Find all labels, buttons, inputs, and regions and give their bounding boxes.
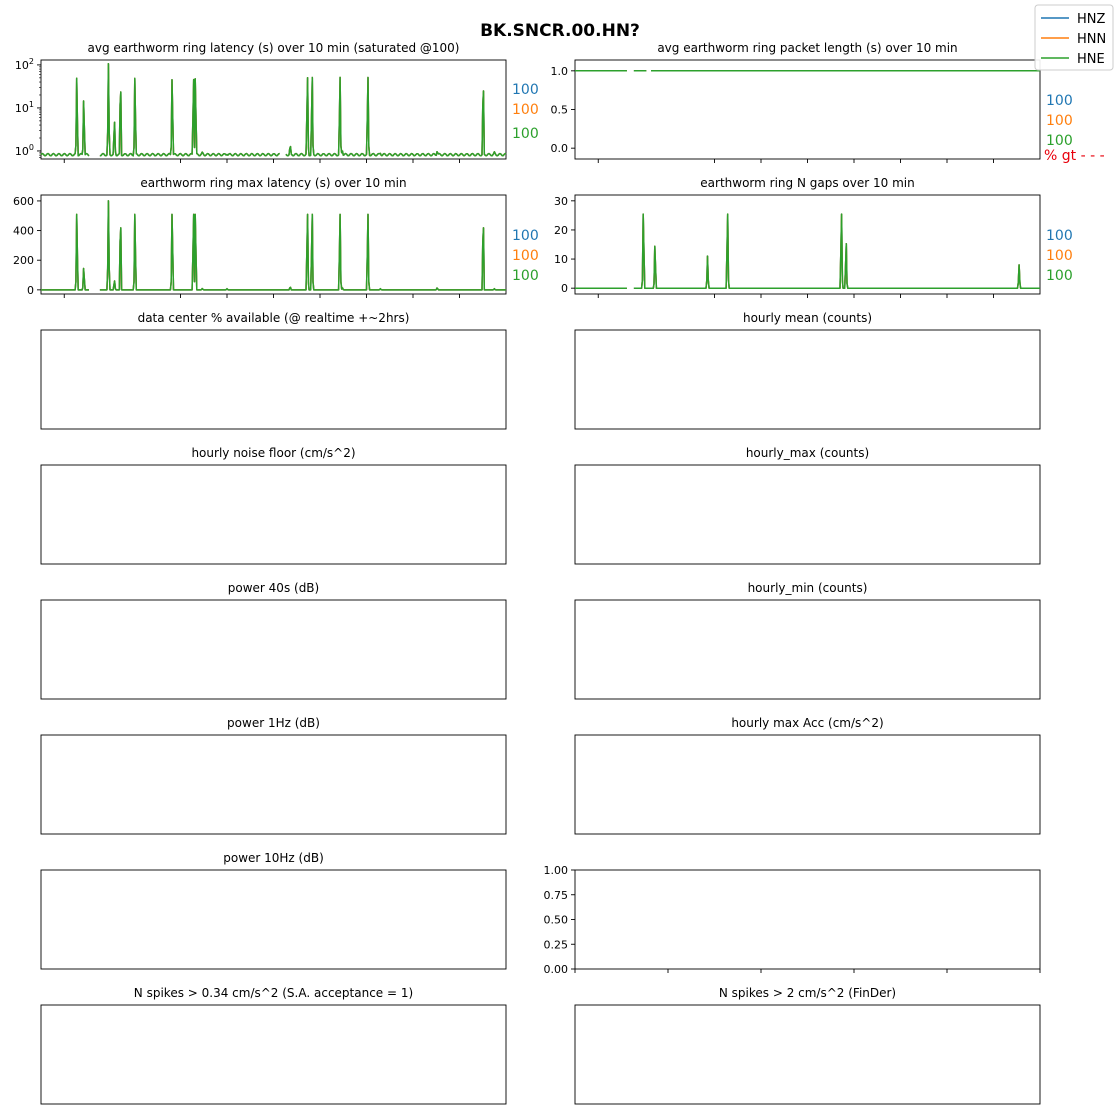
y-tick-label: $10^0$: [14, 142, 34, 158]
panel-title: hourly_max (counts): [745, 446, 870, 460]
pct-label-hne: 100: [512, 268, 539, 284]
pct-label-hne: 100: [1046, 133, 1073, 149]
pct-label-hne: 100: [1046, 268, 1073, 284]
y-tick-label: 400: [13, 224, 34, 238]
panel-title: hourly mean (counts): [742, 311, 873, 325]
panel-title: hourly max Acc (cm/s^2): [731, 716, 884, 730]
y-tick-label: 0: [27, 283, 34, 297]
pct-label-hnz: 100: [1046, 93, 1073, 109]
panel-title: earthworm ring N gaps over 10 min: [700, 176, 915, 190]
y-tick-label: 600: [13, 194, 34, 208]
legend-label-hne: HNE: [1077, 52, 1105, 67]
pct-label-hnn: 100: [1046, 248, 1073, 264]
pct-label-hnn: 100: [512, 248, 539, 264]
y-tick-label: 200: [13, 254, 34, 268]
y-tick-label: $10^1$: [14, 99, 34, 115]
y-tick-label: 20: [554, 223, 568, 237]
y-tick-label: 0: [561, 282, 568, 296]
y-tick-label: 1.00: [543, 864, 568, 877]
y-tick-exponent: 2: [28, 56, 34, 66]
panel-title: power 40s (dB): [227, 581, 320, 595]
panel-title: earthworm ring max latency (s) over 10 min: [140, 176, 407, 190]
y-tick-label: 1.0: [550, 64, 568, 78]
y-tick-label: 0.5: [550, 103, 568, 117]
panel-title: N spikes > 2 cm/s^2 (FinDer): [718, 986, 897, 1000]
y-tick-label: 0.50: [543, 913, 568, 927]
pct-gt-label: % gt - - -: [1044, 148, 1105, 164]
panel-title: power 10Hz (dB): [223, 851, 324, 865]
y-tick-exponent: 1: [28, 99, 34, 109]
y-tick-label: 0.25: [543, 938, 568, 952]
panel-title: N spikes > 0.34 cm/s^2 (S.A. acceptance = 1): [133, 986, 414, 1000]
panel-title: avg earthworm ring latency (s) over 10 min (saturated @100): [87, 41, 460, 55]
pct-label-hne: 100: [512, 126, 539, 142]
panel-title: power 1Hz (dB): [227, 716, 320, 730]
y-tick-label: 0.75: [543, 888, 568, 902]
figure-title: BK.SNCR.00.HN?: [480, 21, 640, 41]
panel-title: hourly noise floor (cm/s^2): [191, 446, 356, 460]
legend: [1035, 5, 1113, 70]
y-tick-label: $10^2$: [14, 56, 34, 72]
pct-label-hnz: 100: [1046, 228, 1073, 244]
panel-title: hourly_min (counts): [747, 581, 868, 595]
pct-label-hnz: 100: [512, 228, 539, 244]
legend-label-hnz: HNZ: [1077, 12, 1106, 27]
pct-label-hnn: 100: [512, 102, 539, 118]
panel-title: avg earthworm ring packet length (s) over 10 min: [657, 41, 958, 55]
y-tick-label: 0.0: [550, 142, 568, 156]
legend-label-hnn: HNN: [1077, 32, 1107, 47]
y-tick-exponent: 0: [28, 142, 34, 152]
y-tick-label: 30: [554, 194, 568, 208]
panel-title: data center % available (@ realtime +~2hrs): [137, 311, 410, 325]
y-tick-label: 0.00: [543, 963, 568, 976]
pct-label-hnn: 100: [1046, 113, 1073, 129]
pct-label-hnz: 100: [512, 82, 539, 98]
y-tick-label: 10: [554, 253, 568, 267]
